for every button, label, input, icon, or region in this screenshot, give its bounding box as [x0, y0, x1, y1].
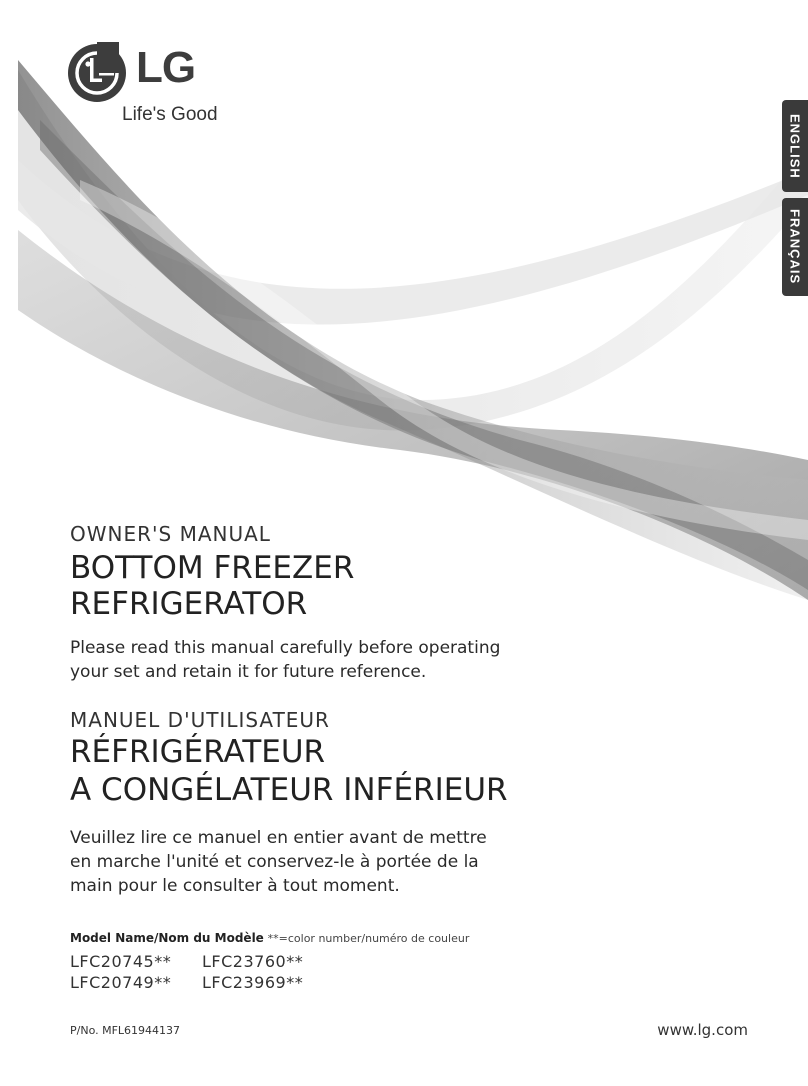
part-number: P/No. MFL61944137 — [70, 1024, 181, 1037]
lg-face-icon — [66, 42, 128, 104]
model-header-note: **=color number/numéro de couleur — [267, 932, 470, 945]
french-title-line1: RÉFRIGÉRATEUR — [70, 734, 326, 770]
model-header-label: Model Name/Nom du Modèle — [70, 931, 264, 945]
tab-english[interactable] — [782, 100, 808, 192]
french-desc-line1: Veuillez lire ce manuel en entier avant de mettre — [70, 828, 487, 848]
model-list — [70, 952, 334, 992]
english-kicker: OWNER'S MANUAL — [70, 522, 271, 546]
french-desc-line3: main pour le consulter à tout moment. — [70, 876, 400, 896]
french-title-line2: A CONGÉLATEUR INFÉRIEUR — [70, 772, 508, 808]
model-item: LFC23969** — [202, 973, 304, 992]
english-title-line1: BOTTOM FREEZER — [70, 550, 355, 586]
model-item: LFC20745** — [70, 952, 172, 971]
tab-francais[interactable] — [782, 198, 808, 296]
french-kicker: MANUEL D'UTILISATEUR — [70, 708, 330, 732]
model-item: LFC20749** — [70, 973, 172, 992]
tab-english-label: ENGLISH — [787, 113, 803, 179]
website-url[interactable]: www.lg.com — [657, 1021, 748, 1039]
french-desc-line2: en marche l'unité et conservez-le à portée de la — [70, 852, 479, 872]
brand-tagline: Life's Good — [122, 104, 218, 125]
english-desc-line2: your set and retain it for future reference. — [70, 662, 427, 682]
model-header — [70, 931, 469, 945]
brand-name: LG — [136, 43, 196, 92]
english-title-line2: REFRIGERATOR — [70, 586, 308, 622]
tab-francais-label: FRANÇAIS — [787, 209, 803, 285]
english-desc-line1: Please read this manual carefully before operating — [70, 638, 501, 658]
model-item: LFC23760** — [202, 952, 304, 971]
